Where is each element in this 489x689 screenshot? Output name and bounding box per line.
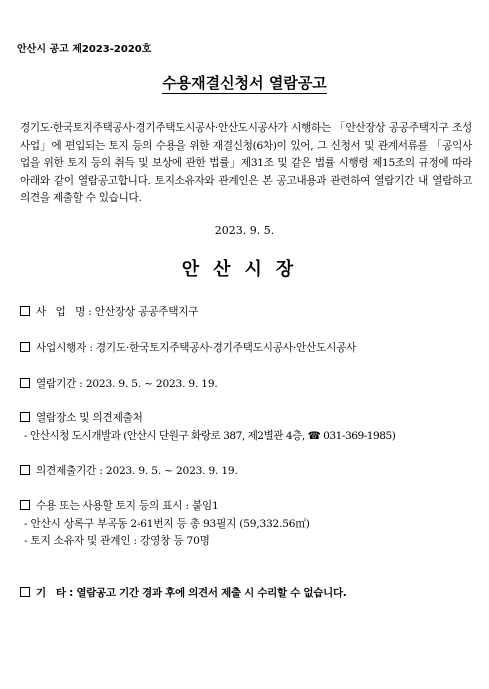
item-place <box>20 410 143 425</box>
issuer-name: 안산시장 <box>181 259 308 280</box>
checkbox-icon <box>20 342 30 352</box>
item-operator <box>20 340 356 355</box>
etc-text: 기 타 : 열람공고 기간 경과 후에 의견서 제출 시 수리할 수 없습니다. <box>36 587 347 599</box>
checkbox-icon <box>20 500 30 510</box>
checkbox-icon <box>20 412 30 422</box>
item-project <box>20 304 198 319</box>
checkbox-icon <box>20 306 30 316</box>
item-etc <box>20 585 346 600</box>
notice-date: 2023. 9. 5. <box>214 224 275 237</box>
page-title <box>0 72 489 93</box>
item-submission <box>20 463 238 478</box>
title-text: 수용재결신청서 열람공고 <box>162 74 327 92</box>
land-title-text: 수용 또는 사용할 토지 등의 표시 : 붙임1 <box>36 500 219 512</box>
checkbox-icon <box>20 587 30 597</box>
checkbox-icon <box>20 378 30 388</box>
submission-text: 의견제출기간 : 2023. 9. 5. ~ 2023. 9. 19. <box>36 465 238 477</box>
land-line-2: - 토지 소유자 및 관계인 : 강영창 등 70명 <box>24 535 210 547</box>
phone-number: 031-369-1985) <box>323 430 396 442</box>
land-line-1: - 안산시 상록구 부곡동 2-61번지 등 총 93필지 (59,332.56㎡) <box>24 518 310 530</box>
project-text: 사 업 명 : 안산장상 공공주택지구 <box>36 306 199 318</box>
operator-text: 사업시행자 : 경기도·한국토지주택공사·경기주택도시공사·안산도시공사 <box>36 342 357 354</box>
item-land <box>20 498 219 513</box>
notice-number: 안산시 공고 제2023-2020호 <box>17 44 152 55</box>
checkbox-icon <box>20 465 30 475</box>
place-text: 열람장소 및 의견제출처 <box>36 412 143 424</box>
period-text: 열람기간 : 2023. 9. 5. ~ 2023. 9. 19. <box>36 378 218 390</box>
telephone-icon: ☎ <box>307 430 321 442</box>
place-detail <box>24 428 395 443</box>
body-paragraph: 경기도·한국토지주택공사·경기주택도시공사·안산도시공사가 시행하는 「안산장상 공공주택지구 조성사업」에 편입되는 토지 등의 수용을 위한 재결신청(6차)이 있어, 그 신청서 및 관계서류를 「공익사업을 위한 토지 등의 취득 및 보상에 관한 법률」제31조 및 같은 법률 시행령 제15조의 규정에 따라 아래와 같이 열람공고합니다. 토지소유자와 관계인은 본 공고내용과 관련하여 열람기간 내 열람하고 의견을 제출할 수 있습니다. <box>20 122 472 204</box>
item-period <box>20 376 218 391</box>
place-detail-text: - 안산시청 도시개발과 (안산시 단원구 화랑로 387, 제2별관 4층, <box>24 430 308 442</box>
